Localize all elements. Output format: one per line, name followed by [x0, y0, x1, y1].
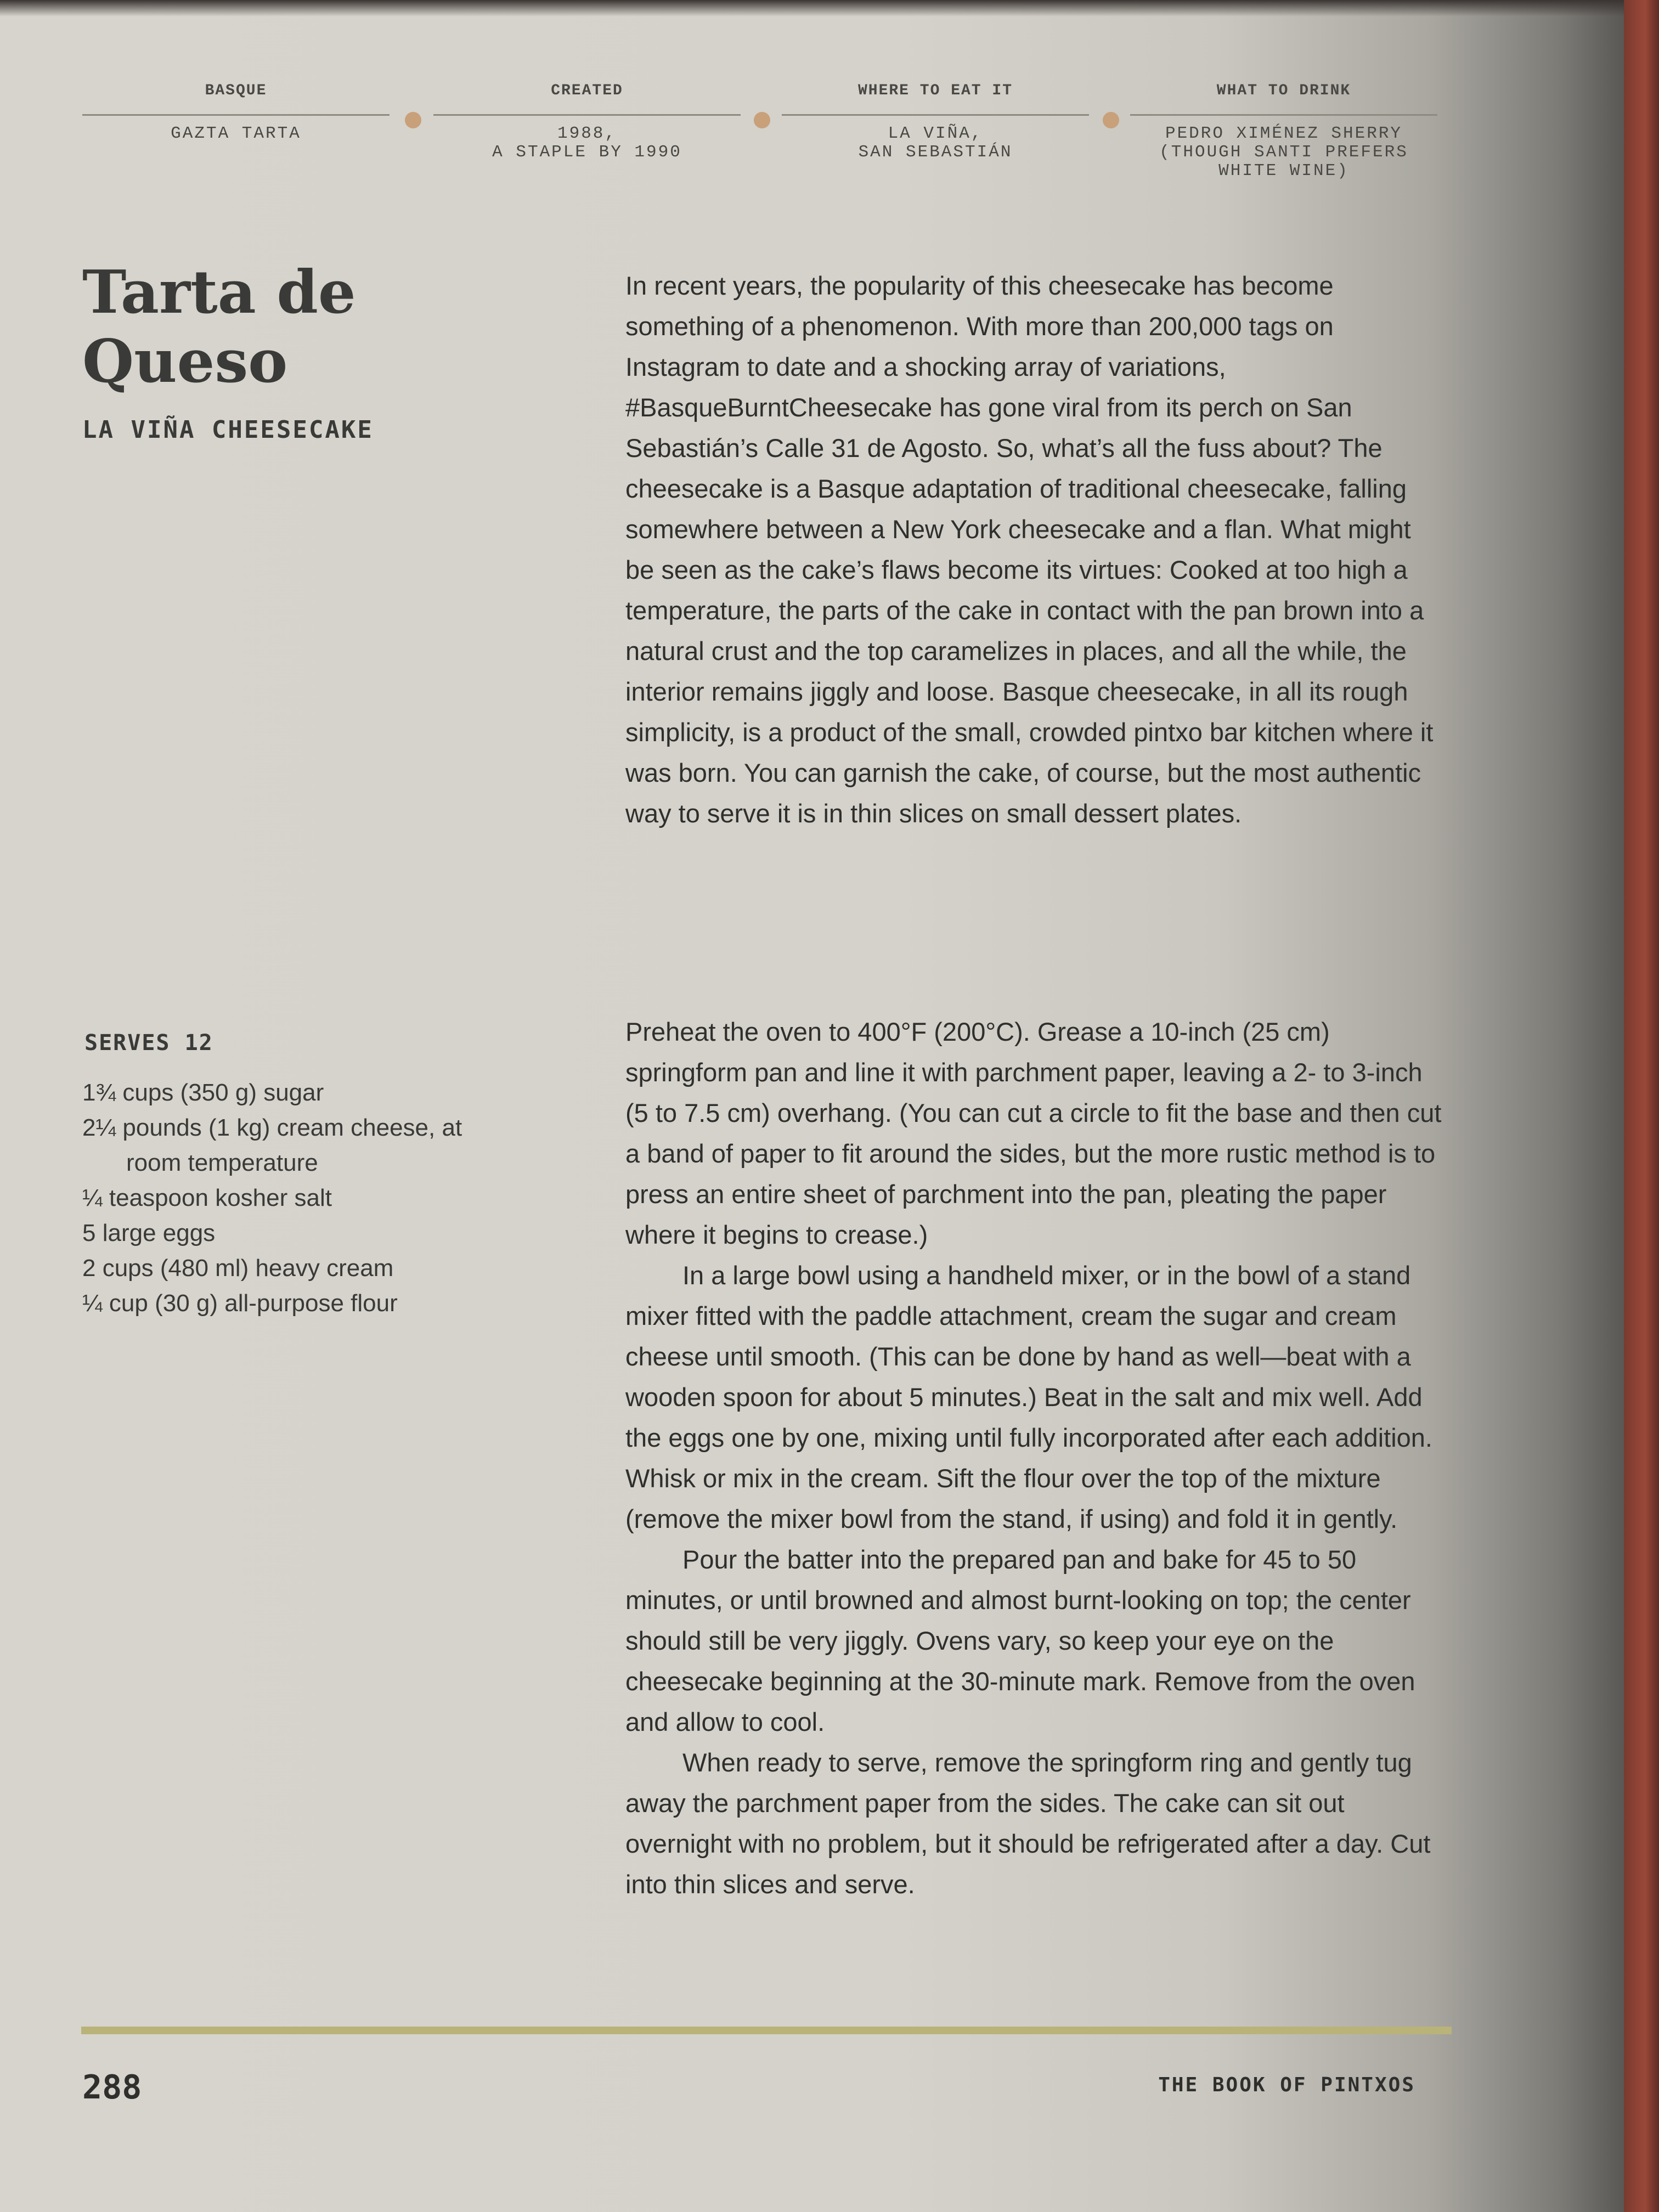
meta-label: WHERE TO EAT IT	[857, 82, 1013, 99]
ingredient-item: 1¾ cups (350 g) sugar	[82, 1079, 324, 1106]
ingredient-item: 2 cups (480 ml) heavy cream	[82, 1255, 394, 1282]
recipe-title: Tarta de Queso	[82, 258, 356, 396]
meta-column-created	[433, 82, 741, 162]
meta-label: BASQUE	[205, 82, 267, 99]
recipe-intro: In recent years, the popularity of this cheesecake has become something of a phenomenon. With more than 200,000 tags on Instagram to date and a shocking array of variations, #BasqueBurntCheesecake has gone viral from its perch on San Sebastián’s Calle 31 de Agosto. So, what’s all the fuss about? The cheesecake is a Basque adaptation of traditional cheesecake, falling somewhere between a New York cheesecake and a flan. What might be seen as the cake’s flaws become its virtues: Cooked at too high a temperature, the parts of the cake in contact with the pan brown into a natural crust and the top caramelizes in places, and all the while, the interior remains jiggly and loose. Basque cheesecake, in all its rough simplicity, is a product of the small, crowded pintxo bar kitchen where it was born. You can garnish the cake, of course, but the most authentic way to serve it is in thin slices on small dessert plates.	[625, 271, 1434, 828]
timeline-dot	[405, 112, 421, 128]
footer-rule	[81, 2027, 1452, 2034]
book-title: THE BOOK OF PINTXOS	[1158, 2074, 1415, 2096]
meta-rule	[782, 114, 1089, 116]
method-paragraph: Pour the batter into the prepared pan and bake for 45 to 50 minutes, or until browned and almost burnt-looking on top; the center should still be very jiggly. Ovens vary, so keep your eye on the cheesecake beginning at the 30-minute mark. Remove from the oven and allow to cool.	[625, 1545, 1415, 1736]
meta-rule	[433, 114, 741, 116]
top-shadow	[0, 0, 1624, 16]
meta-column-where-to-eat	[782, 82, 1089, 162]
ingredient-list	[82, 1075, 499, 1321]
serves-label: SERVES 12	[84, 1030, 213, 1056]
ingredient-item: ¼ cup (30 g) all-purpose flour	[82, 1290, 398, 1317]
timeline-dot	[1103, 112, 1119, 128]
ingredient-item: ¼ teaspoon kosher salt	[82, 1184, 332, 1211]
timeline-dot	[754, 112, 770, 128]
meta-label: CREATED	[551, 82, 623, 99]
meta-rule	[82, 114, 390, 116]
meta-value: LA VIÑA, SAN SEBASTIÁN	[858, 124, 1013, 162]
recipe-method	[625, 1012, 1443, 1905]
ingredient-item: 2¼ pounds (1 kg) cream cheese, at room temperature	[82, 1114, 462, 1176]
page-number: 288	[82, 2068, 142, 2107]
meta-column-basque	[82, 82, 390, 143]
meta-value: PEDRO XIMÉNEZ SHERRY (THOUGH SANTI PREFERS WHITE WINE)	[1159, 124, 1408, 180]
meta-column-what-to-drink	[1130, 82, 1437, 180]
meta-value: GAZTA TARTA	[171, 124, 301, 143]
meta-rule	[1130, 114, 1437, 116]
ingredient-item: 5 large eggs	[82, 1220, 216, 1246]
method-paragraph: When ready to serve, remove the springform ring and gently tug away the parchment paper from the sides. The cake can sit out overnight with no problem, but it should be refrigerated after a day. Cut into thin slices and serve.	[625, 1748, 1431, 1899]
book-cover-edge	[1624, 0, 1659, 2212]
method-paragraph: Preheat the oven to 400°F (200°C). Grease a 10-inch (25 cm) springform pan and line it with parchment paper, leaving a 2- to 3-inch (5 to 7.5 cm) overhang. (You can cut a circle to fit the base and then cut a band of paper to fit around the sides, but the more rustic method is to press an entire sheet of parchment into the pan, pleating the paper where it begins to crease.)	[625, 1017, 1442, 1249]
meta-value: 1988, A STAPLE BY 1990	[492, 124, 682, 162]
method-paragraph: In a large bowl using a handheld mixer, or in the bowl of a stand mixer fitted with the paddle attachment, cream the sugar and cream cheese until smooth. (This can be done by hand as well—beat with a wooden spoon for about 5 minutes.) Beat in the salt and mix well. Add the eggs one by one, mixing until fully incorporated after each addition. Whisk or mix in the cream. Sift the flour over the top of the mixture (remove the mixer bowl from the stand, if using) and fold it in gently.	[625, 1261, 1432, 1533]
meta-label: WHAT TO DRINK	[1216, 82, 1351, 99]
recipe-subtitle: LA VIÑA CHEESECAKE	[82, 416, 374, 444]
